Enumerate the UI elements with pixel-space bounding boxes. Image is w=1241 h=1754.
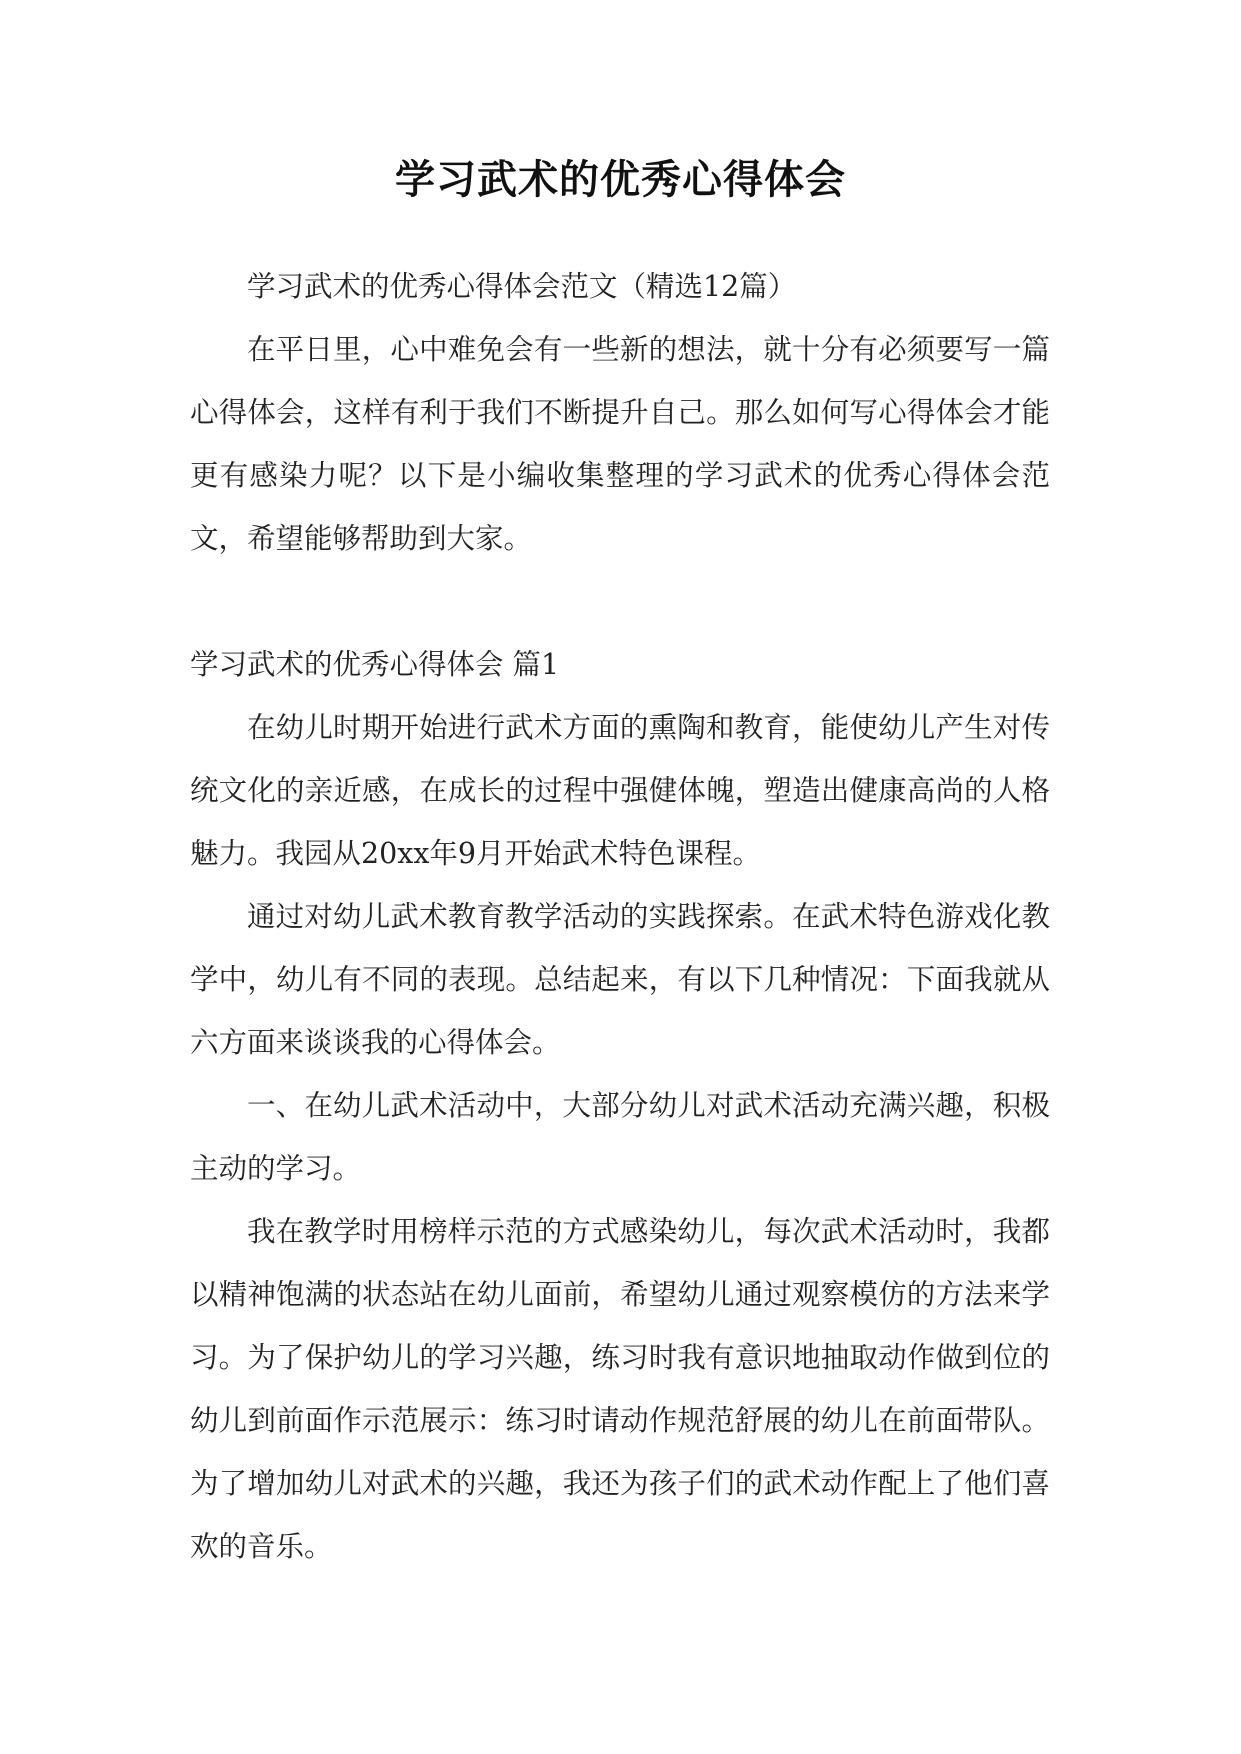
- section-heading: 学习武术的优秀心得体会 篇1: [190, 648, 560, 681]
- paragraph: 我在教学时用榜样示范的方式感染幼儿，每次武术活动时，我都以精神饱满的状态站在幼儿面前，希望幼儿通过观察模仿的方法来学习。为了保护幼儿的学习兴趣，练习时我有意识地抽取动作做到位的幼儿到前面作示范展示：练习时请动作规范舒展的幼儿在前面带队。为了增加幼儿对武术的兴趣，我还为孩子们的武术动作配上了他们喜欢的音乐。: [190, 1215, 1050, 1563]
- paragraph: 在幼儿时期开始进行武术方面的熏陶和教育，能使幼儿产生对传统文化的亲近感，在成长的过程中强健体魄，塑造出健康高尚的人格魅力。我园从20xx年9月开始武术特色课程。: [190, 711, 1050, 870]
- document-body: [190, 255, 1050, 1578]
- paragraph: 一、在幼儿武术活动中，大部分幼儿对武术活动充满兴趣，积极主动的学习。: [190, 1089, 1050, 1185]
- intro-paragraph: 在平日里，心中难免会有一些新的想法，就十分有必须要写一篇心得体会，这样有利于我们不断提升自己。那么如何写心得体会才能更有感染力呢？以下是小编收集整理的学习武术的优秀心得体会范文，希望能够帮助到大家。: [190, 333, 1050, 555]
- document-title: 学习武术的优秀心得体会: [395, 157, 846, 203]
- subtitle: 学习武术的优秀心得体会范文（精选12篇）: [247, 270, 797, 303]
- paragraph: 通过对幼儿武术教育教学活动的实践探索。在武术特色游戏化教学中，幼儿有不同的表现。总结起来，有以下几种情况：下面我就从六方面来谈谈我的心得体会。: [190, 900, 1050, 1059]
